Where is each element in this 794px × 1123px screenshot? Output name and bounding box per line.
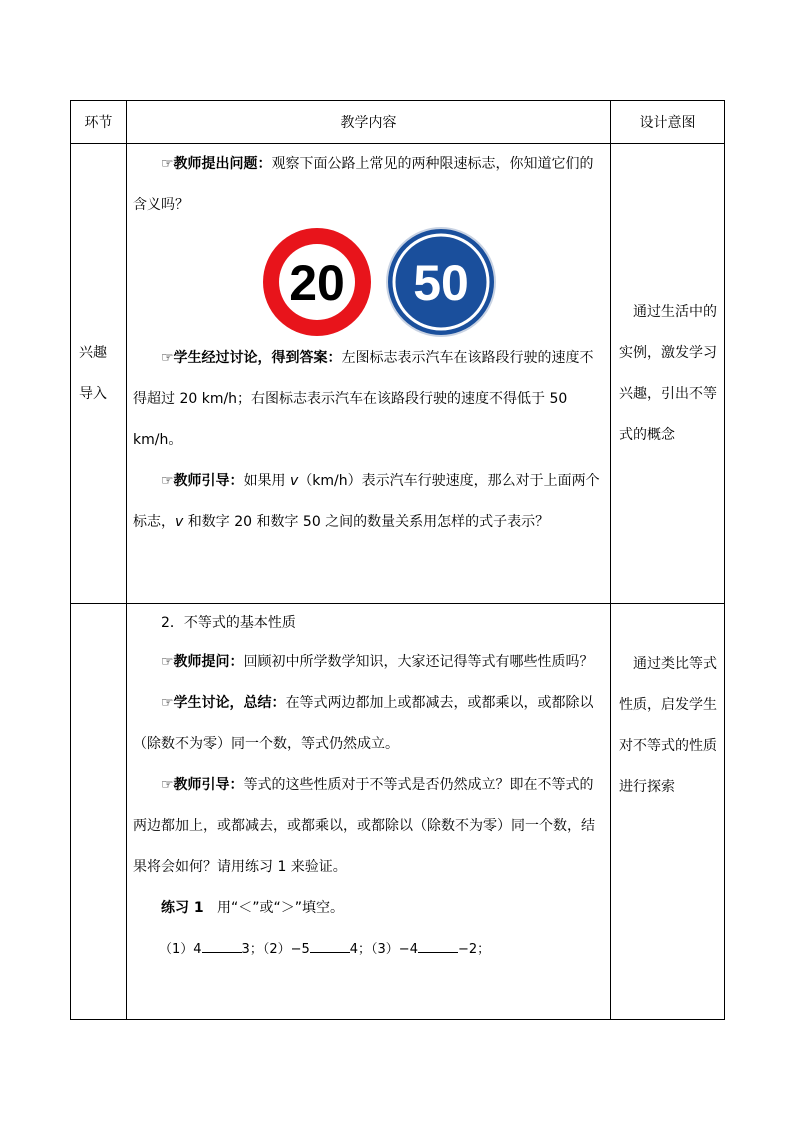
exercise-item-1: （1）4 [159,942,202,957]
stage-label-line1: 兴趣 [79,344,107,361]
variable-v: v [290,473,299,489]
speed-signs [127,226,610,338]
lesson-table [70,100,725,1020]
teacher-ask [127,642,610,683]
content-cell-intro [127,144,611,604]
row-properties [71,604,725,1020]
stage-cell-properties [71,604,127,1020]
exercise-line [127,888,610,929]
answer-blank-2[interactable] [310,938,350,953]
teacher-guide-lead: ☞教师引导： [161,473,244,489]
content-cell-properties [127,604,611,1020]
header-intent: 设计意图 [611,101,725,144]
student-answer [127,338,610,461]
intent-text-intro: 通过生活中的实例，激发学习兴趣，引出不等式的概念 [619,303,717,443]
teacher-question-lead: ☞教师提出问题： [161,156,272,172]
table-header-row [71,101,725,144]
row-intro [71,144,725,604]
teacher-question-text: 观察下面公路上常见的两种限速标志，你知道它们的含义吗？ [133,156,594,213]
answer-blank-1[interactable] [202,938,242,953]
header-content: 教学内容 [127,101,611,144]
teacher-ask-text: 回顾初中所学数学知识，大家还记得等式有哪些性质吗？ [243,654,594,670]
speed-limit-sign-20 [261,226,373,338]
exercise-text: 用“＜”或“＞”填空。 [216,900,344,916]
section-title: 2．不等式的基本性质 [161,615,296,631]
teacher-guide-text-3: 和数字 20 和数字 50 之间的数量关系用怎样的式子表示？ [183,514,550,530]
student-summary-text: 在等式两边都加上或都减去，或都乘以，或都除以（除数不为零）同一个数，等式仍然成立。 [133,695,594,752]
sign-number-20: 20 [288,255,345,311]
student-summary [127,683,610,765]
exercise-item-2: 3；（2）−5 [241,942,310,957]
teacher-guide-2 [127,765,610,888]
teacher-guide [127,461,610,543]
student-answer-text: 左图标志表示汽车在该路段行驶的速度不得超过 20 km/h；右图标志表示汽车在该路段行驶的速度不得低于 50 km/h。 [133,350,594,448]
intent-cell-properties [611,604,725,1020]
exercise-item-3: 4；（3）−4 [349,942,418,957]
stage-cell-intro [71,144,127,604]
teacher-guide-2-text: 等式的这些性质对于不等式是否仍然成立？即在不等式的两边都加上，或都减去，或都乘以，或都除以（除数不为零）同一个数，结果将会如何？请用练习 1 来验证。 [133,777,595,875]
exercise-item-4: −2； [457,942,491,957]
sign-number-50: 50 [412,255,469,311]
exercise-items [127,929,610,970]
min-speed-sign-50 [385,226,497,338]
teacher-guide-2-lead: ☞教师引导： [161,777,244,793]
teacher-guide-text-2: （km/h）表示汽车行驶速度，那么对于上面两个标志， [133,473,600,530]
stage-label-line2: 导入 [79,385,107,402]
teacher-guide-text-1: 如果用 [243,473,291,489]
exercise-label: 练习 1 [161,900,204,916]
intent-text-properties: 通过类比等式性质，启发学生对不等式的性质进行探索 [619,656,717,795]
answer-blank-3[interactable] [418,938,458,953]
teacher-question [127,144,610,226]
student-summary-lead: ☞学生讨论，总结： [161,695,286,711]
intent-cell-intro [611,144,725,604]
variable-v-2: v [175,514,184,530]
teacher-ask-lead: ☞教师提问： [161,654,244,670]
header-stage: 环节 [71,101,127,144]
student-answer-lead: ☞学生经过讨论，得到答案： [161,350,342,366]
